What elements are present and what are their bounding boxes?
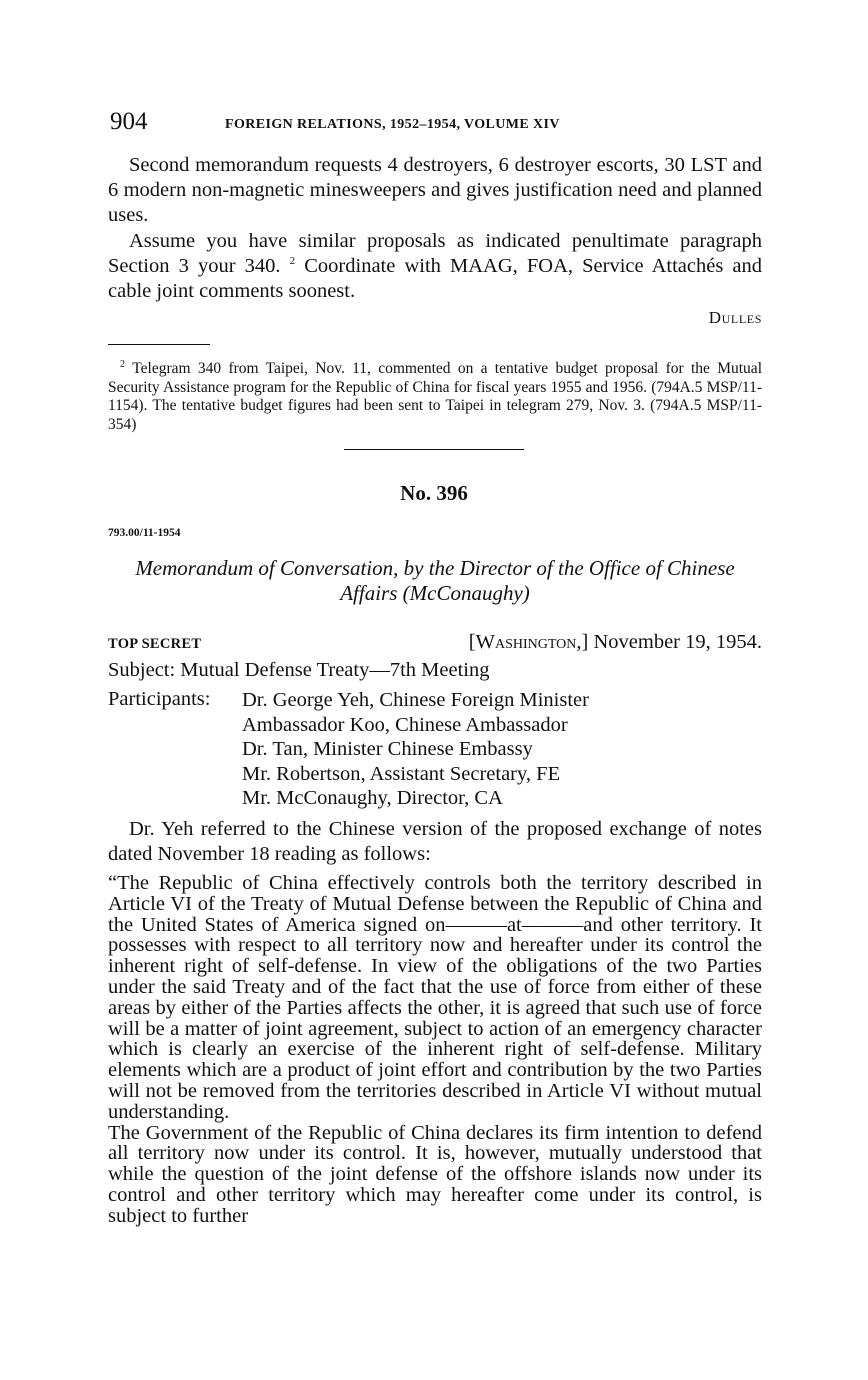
participant: Dr. George Yeh, Chinese Foreign Minister <box>242 689 589 711</box>
footnote-marker: 2 <box>120 359 125 370</box>
paragraph-2-text-before: Assume you have similar proposals as indicated penultimate paragraph Section 3 your 340. <box>108 230 762 277</box>
subject-line: Subject: Mutual Defense Treaty—7th Meeting <box>108 659 490 681</box>
section-divider <box>344 449 524 450</box>
quote-paragraph-2: The Government of the Republic of China declares its firm intention to defend all territory now under its control. It is, however, mutually understood that while the question of the joint defense of the offshore islands now under its control and other territory which may hereafter come under its control, is subject to further <box>108 1121 762 1227</box>
page-number: 904 <box>110 108 148 135</box>
footnote <box>108 356 762 435</box>
place-date <box>469 631 762 654</box>
page-header <box>110 108 770 138</box>
running-head: FOREIGN RELATIONS, 1952–1954, VOLUME XIV <box>225 117 560 132</box>
participant: Mr. McConaughy, Director, CA <box>242 787 503 809</box>
paragraph-2-text-after: Coordinate with MAAG, FOA, Service Attachés and cable joint comments soonest. <box>108 255 762 302</box>
document-number: No. 396 <box>400 481 468 505</box>
classification-label: TOP SECRET <box>108 636 202 652</box>
participant: Dr. Tan, Minister Chinese Embassy <box>242 738 533 760</box>
document-title: Memorandum of Conversation, by the Director of the Office of Chinese Affairs (McConaughy) <box>135 556 735 605</box>
intro-paragraph: Dr. Yeh referred to the Chinese version of the proposed exchange of notes dated November 18 reading as follows: <box>108 818 762 865</box>
participant: Ambassador Koo, Chinese Ambassador <box>242 713 568 736</box>
place: [Washington,] <box>468 631 589 653</box>
participants-label: Participants: <box>108 688 211 710</box>
footnote-text: Telegram 340 from Taipei, Nov. 11, commented on a tentative budget proposal for the Mutual Security Assistance program for the Republic of China for fiscal years 1955 and 1956. (794A.5 MSP/11-1154). The tentative budget figures had been sent to Taipei in telegram 279, Nov. 3. (794A.5 MSP/11-354) <box>108 360 762 433</box>
footnote-rule <box>108 344 210 345</box>
preceding-paragraph-1: Second memorandum requests 4 destroyers, 6 destroyer escorts, 30 LST and 6 modern non-magnetic minesweepers and gives justification need and planned uses. <box>108 154 762 226</box>
file-reference: 793.00/11-1954 <box>108 527 181 539</box>
footnote-reference: 2 <box>289 255 296 268</box>
quote-paragraph-1: “The Republic of China effectively controls both the territory described in Article VI of the Treaty of Mutual Defense between the Republic of China and the United States of America signed on———at———and other territory. It possesses with respect to all territory now and hereafter under its control the inherent right of self-defense. In view of the obligations of the two Parties under the said Treaty and of the fact that the use of force from either of these areas by either of the Parties affects the other, it is agreed that such use of force will be a matter of joint agreement, subject to action of an emergency character which is clearly an exercise of the inherent right of self-defense. Military elements which are a product of joint effort and contribution by the two Parties will not be removed from the territories described in Article VI without mutual understanding. <box>108 872 762 1123</box>
preceding-paragraph-2 <box>108 229 762 304</box>
participant: Mr. Robertson, Assistant Secretary, FE <box>242 762 561 785</box>
signature: Dulles <box>708 308 762 327</box>
date: November 19, 1954. <box>593 631 762 653</box>
quoted-note <box>108 873 762 1227</box>
participants-list <box>242 688 589 811</box>
